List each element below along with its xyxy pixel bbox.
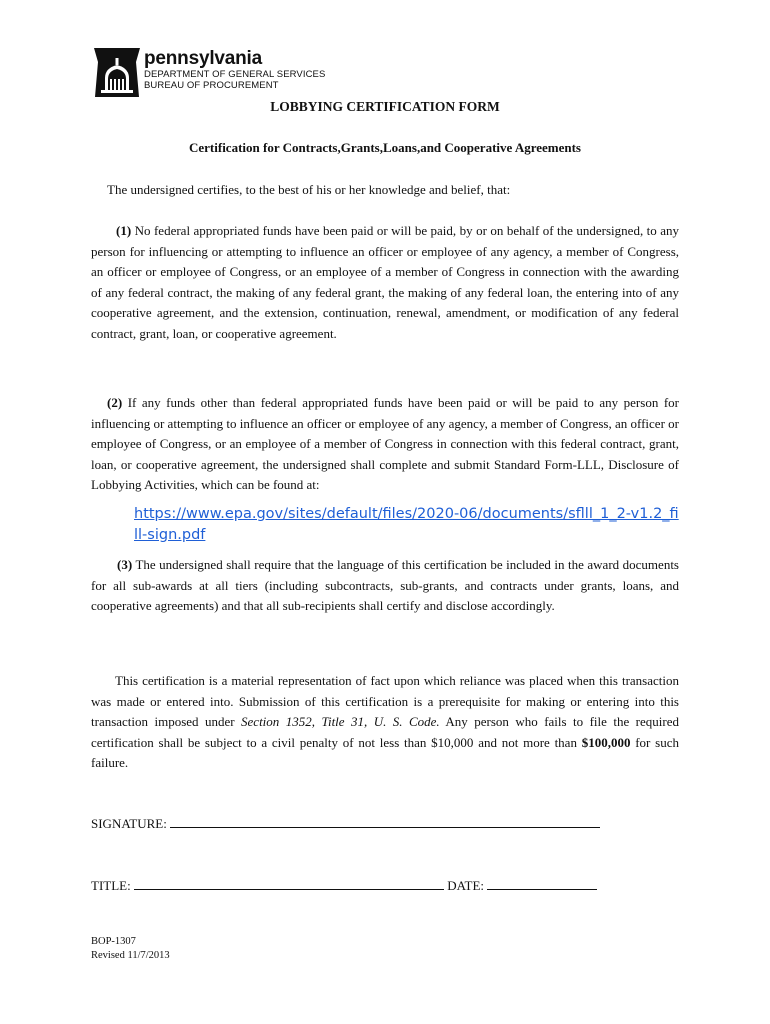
statement-text-a: This certification is a material representation of fact upon which reliance was placed when this transaction was made or entered into. Submission of this certification is a prerequisite for making or entering into this transaction imposed under: [91, 673, 679, 730]
statute-citation: Section 1352, Title 31, U. S. Code.: [241, 714, 440, 730]
clause-2: [91, 393, 679, 496]
footer: [91, 935, 170, 963]
clause-2-number: (2): [107, 395, 123, 410]
department-name: DEPARTMENT OF GENERAL SERVICES: [144, 69, 326, 80]
clause-3: [91, 555, 679, 617]
clause-1: [91, 221, 679, 345]
sf-lll-link[interactable]: https://www.epa.gov/sites/default/files/2020-06/documents/sflll_1_2-v1.2_fill-sign.pdf: [134, 506, 679, 543]
signature-row: [91, 815, 600, 832]
org-name: pennsylvania: [144, 48, 262, 69]
signature-field[interactable]: [170, 815, 600, 828]
statement-text-c: for such failure.: [91, 734, 679, 771]
statement-text-b: Any person who fails to file the required certification shall be subject to a civil penalty of not less than $10,000 and not more than: [91, 714, 679, 750]
clause-1-number: (1): [116, 223, 132, 238]
title-label: TITLE:: [91, 878, 131, 893]
certification-statement: [91, 671, 679, 774]
keystone-capitol-logo-icon: [94, 48, 140, 98]
header: [94, 48, 325, 98]
clause-3-text: The undersigned shall require that the language of this certification be included in the award documents for all sub-awards at all tiers (including subcontracts, sub-grants, and contracts under grants, loans, and cooperative agreements) and that all sub-recipients shall certify and disclose accordingly.: [91, 557, 679, 614]
revision-date: Revised 11/7/2013: [91, 950, 170, 961]
bureau-name: BUREAU OF PROCUREMENT: [144, 80, 279, 91]
title-date-row: [91, 877, 597, 894]
intro-paragraph: The undersigned certifies, to the best of his or her knowledge and belief, that:: [107, 182, 511, 197]
clause-2-text: If any funds other than federal appropriated funds have been paid or will be paid to any person for influencing or attempting to influence an officer or employee of any agency, a member of Congress, an officer or employee of Congress, or an employee of a member of Congress in connection with this federal contract, grant, loan, or cooperative agreement, the undersigned shall complete and submit Standard Form-LLL, Disclosure of Lobbying Activities, which can be found at:: [91, 395, 679, 493]
clause-1-text: No federal appropriated funds have been paid or will be paid, by or on behalf of the undersigned, to any person for influencing or attempting to influence an officer or employee of any agency, a member of Congress, an officer or employee of Congress, or an employee of a member of Congress in connection with the awarding of any federal contract, the making of any federal grant, the making of any federal loan, the entering into of any cooperative agreement, and the extension, continuation, renewal, amendment, or modification of any federal contract, grant, loan, or cooperative agreement.: [91, 223, 679, 341]
form-title: LOBBYING CERTIFICATION FORM: [270, 99, 500, 114]
form-number: BOP-1307: [91, 936, 136, 947]
form-subtitle: Certification for Contracts,Grants,Loans,and Cooperative Agreements: [189, 140, 581, 155]
title-field[interactable]: [134, 877, 444, 890]
signature-label: SIGNATURE:: [91, 816, 167, 831]
clause-3-number: (3): [117, 557, 133, 572]
penalty-amount: $100,000: [581, 734, 631, 750]
date-field[interactable]: [487, 877, 597, 890]
org-block: [144, 48, 325, 91]
date-label: DATE:: [447, 878, 485, 893]
